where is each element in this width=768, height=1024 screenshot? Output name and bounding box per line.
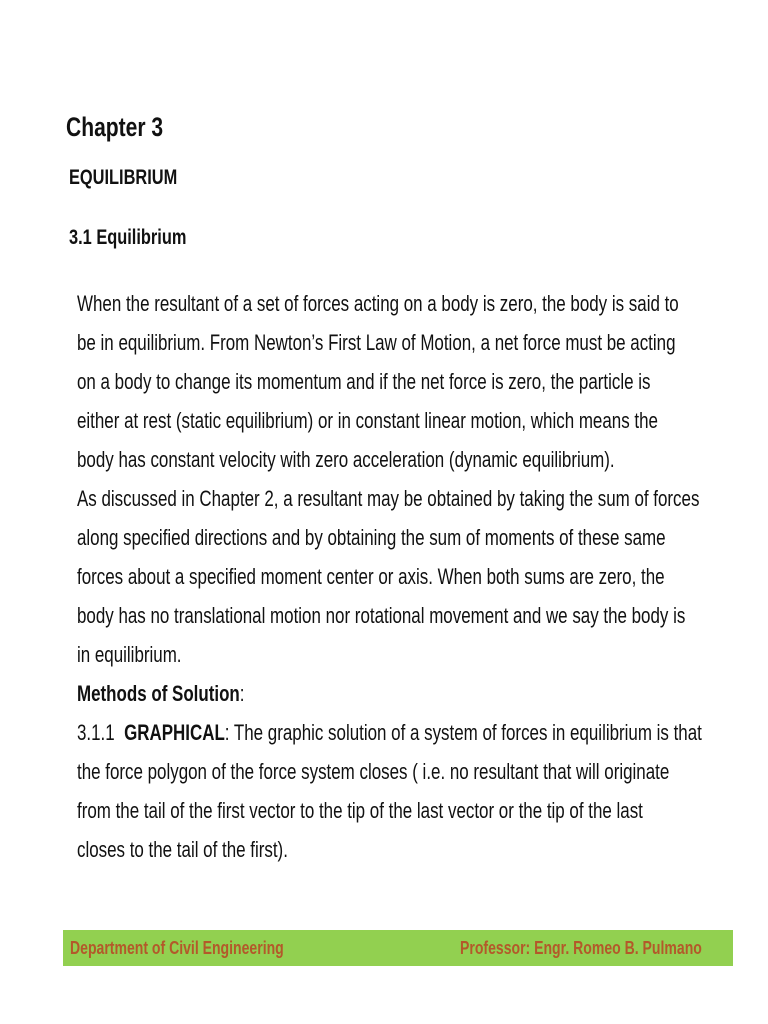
- paragraph-line: forces about a specified moment center or axis. When both sums are zero, the: [77, 564, 665, 589]
- methods-label: Methods of Solution: [77, 681, 240, 706]
- paragraph-line: body has constant velocity with zero acceleration (dynamic equilibrium).: [77, 447, 615, 472]
- footer-professor: Professor: Engr. Romeo B. Pulmano: [460, 938, 702, 958]
- section-heading: EQUILIBRIUM: [69, 166, 178, 189]
- graphical-line: [77, 713, 702, 752]
- paragraph-line: When the resultant of a set of forces acting on a body is zero, the body is said to: [77, 291, 679, 316]
- graphical-text-first: : The graphic solution of a system of forces in equilibrium is that: [224, 720, 702, 745]
- footer-bar: [63, 930, 733, 966]
- subsection-heading: 3.1 Equilibrium: [69, 226, 187, 249]
- graphical-text-line: the force polygon of the force system closes ( i.e. no resultant that will originate: [77, 759, 670, 784]
- paragraph-line: As discussed in Chapter 2, a resultant may be obtained by taking the sum of forces: [77, 486, 700, 511]
- paragraph-line: either at rest (static equilibrium) or in constant linear motion, which means the: [77, 408, 658, 433]
- methods-heading-line: [77, 674, 662, 713]
- body-text: [77, 284, 768, 869]
- methods-colon: :: [239, 681, 245, 706]
- paragraph-line: in equilibrium.: [77, 642, 182, 667]
- chapter-title: Chapter 3: [66, 112, 164, 142]
- graphical-text-line: from the tail of the first vector to the tip of the last vector or the tip of the last: [77, 798, 643, 823]
- footer-department: Department of Civil Engineering: [70, 938, 284, 958]
- graphical-label: GRAPHICAL: [124, 720, 225, 745]
- graphical-number: 3.1.1: [77, 720, 125, 745]
- paragraph-line: on a body to change its momentum and if the net force is zero, the particle is: [77, 369, 651, 394]
- paragraph-line: along specified directions and by obtaining the sum of moments of these same: [77, 525, 666, 550]
- paragraph-line: body has no translational motion nor rotational movement and we say the body is: [77, 603, 686, 628]
- graphical-text-line: closes to the tail of the first).: [77, 837, 288, 862]
- paragraph-line: be in equilibrium. From Newton’s First Law of Motion, a net force must be acting: [77, 330, 676, 355]
